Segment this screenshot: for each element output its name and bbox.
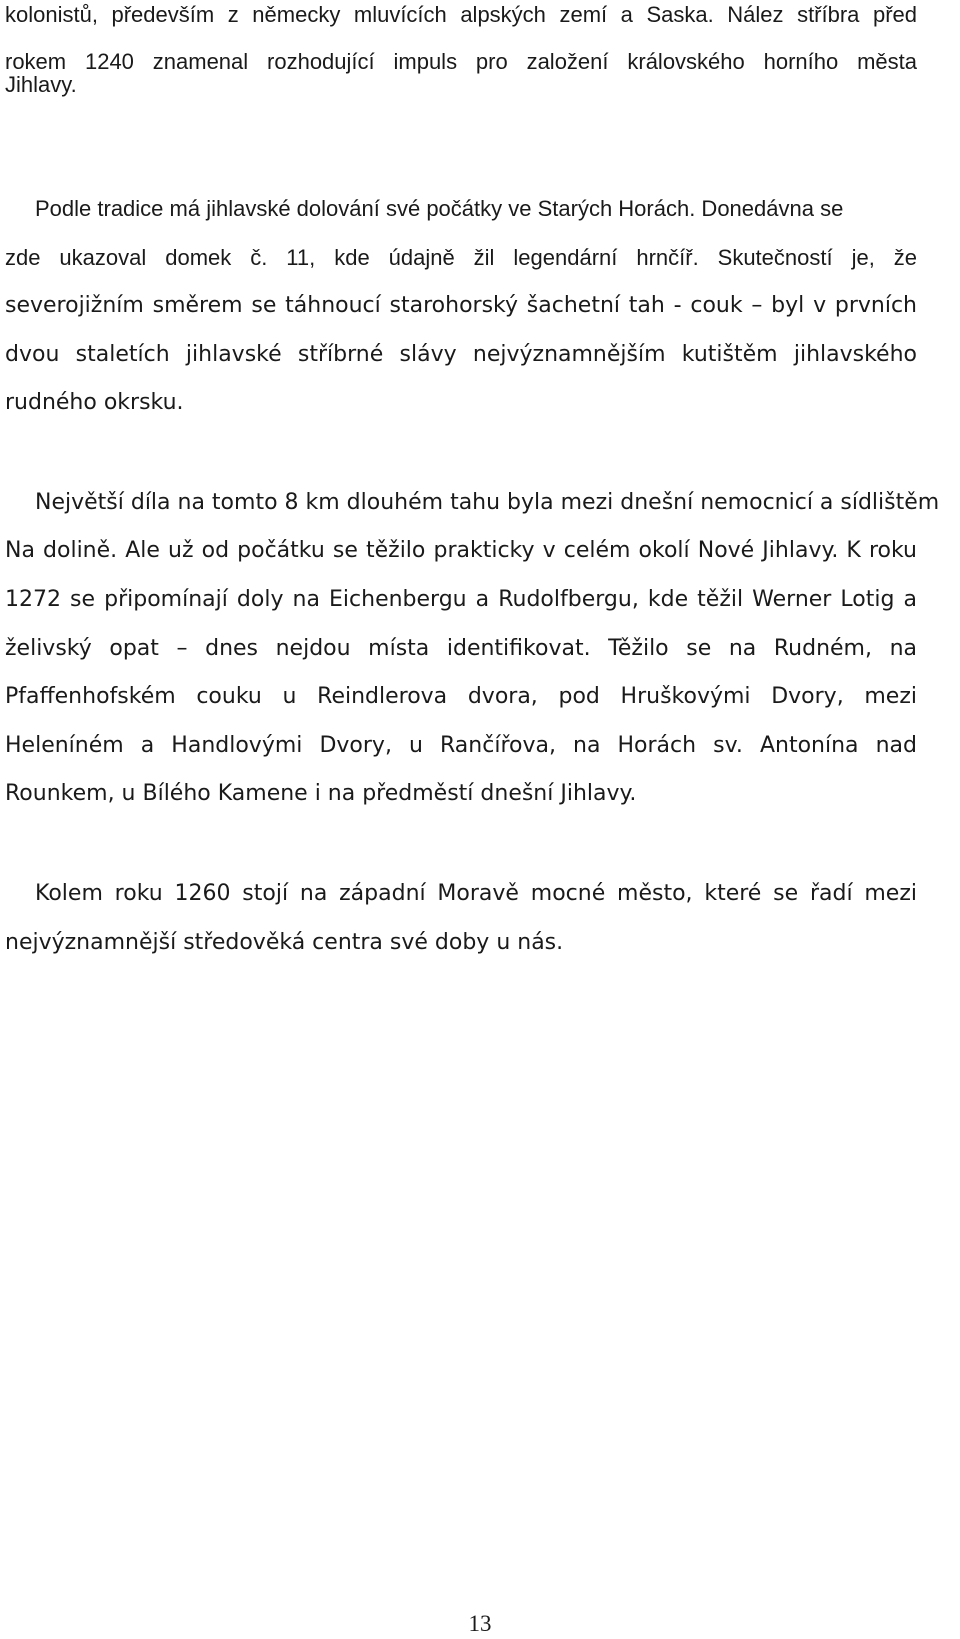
text-line: rokem 1240 znamenal rozhodující impuls pro založení královského horního města xyxy=(5,49,917,74)
text-line: Největší díla na tomto 8 km dlouhém tahu byla mezi dnešní nemocnicí a sídlištěm xyxy=(35,490,940,515)
text-line: 1272 se připomínají doly na Eichenbergu a Rudolfbergu, kde těžil Werner Lotig a xyxy=(5,587,917,612)
text-line: Rounkem, u Bílého Kamene i na předměstí dnešní Jihlavy. xyxy=(5,781,637,806)
text-line: rudného okrsku. xyxy=(5,390,184,415)
text-line: Jihlavy. xyxy=(5,72,77,97)
text-line: dvou staletích jihlavské stříbrné slávy nejvýznamnějším kutištěm jihlavského xyxy=(5,342,917,367)
text-line: Podle tradice má jihlavské dolování své počátky ve Starých Horách. Donedávna se xyxy=(35,196,844,221)
text-line: severojižním směrem se táhnoucí starohorský šachetní tah - couk – byl v prvních xyxy=(5,293,917,318)
text-line: Kolem roku 1260 stojí na západní Moravě mocné město, které se řadí mezi xyxy=(35,881,917,906)
text-line: kolonistů, především z německy mluvících alpských zemí a Saska. Nález stříbra před xyxy=(5,2,917,27)
text-line: nejvýznamnější středověká centra své doby u nás. xyxy=(5,930,564,955)
text-line: Heleníném a Handlovými Dvory, u Rančířova, na Horách sv. Antonína nad xyxy=(5,733,917,758)
text-line: želivský opat – dnes nejdou místa identifikovat. Těžilo se na Rudném, na xyxy=(5,636,917,661)
text-line: Pfaffenhofském couku u Reindlerova dvora, pod Hruškovými Dvory, mezi xyxy=(5,684,917,709)
text-line: zde ukazoval domek č. 11, kde údajně žil legendární hrnčíř. Skutečností je, že xyxy=(5,245,917,270)
text-line: Na dolině. Ale už od počátku se těžilo prakticky v celém okolí Nové Jihlavy. K roku xyxy=(5,538,917,563)
page-number: 13 xyxy=(468,1611,492,1636)
